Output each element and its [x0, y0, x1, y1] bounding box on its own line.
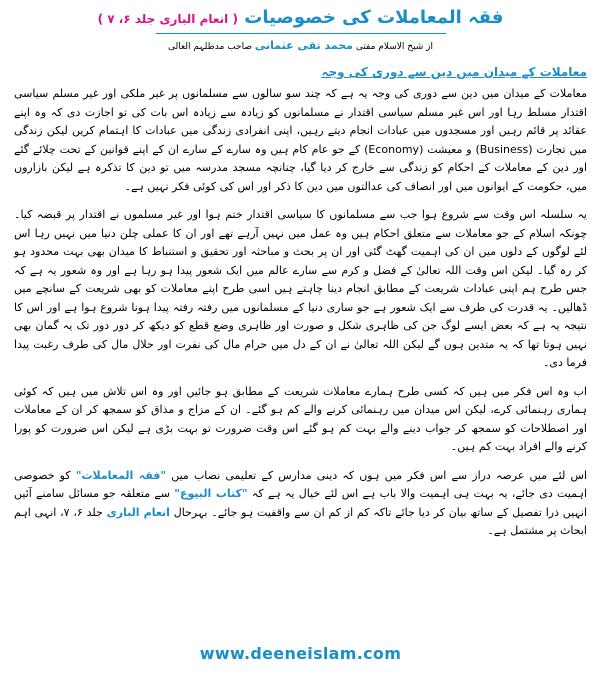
business-term: (Business): [475, 142, 533, 156]
paragraph-1-part-b: و معیشت: [427, 142, 472, 156]
byline: [14, 39, 587, 54]
author-name: محمد تقی عثمانی: [254, 39, 353, 52]
fiqh-al-muamalat-term: "فقہ المعاملات": [75, 468, 167, 482]
title-underline: [156, 33, 446, 34]
paragraph-4: [14, 467, 587, 541]
title-source: ( انعام الباری جلد ۶، ۷ ): [97, 12, 238, 26]
kitab-al-buyu-term: "کتاب البیوع": [174, 487, 248, 500]
economy-term: (Economy): [364, 142, 424, 156]
title-text: فقہ المعاملات کی خصوصیات: [244, 7, 504, 28]
paragraph-4-part-d: جلد ۶، ۷، انہی اہم ابحاث پر مشتمل ہے۔: [14, 505, 587, 537]
paragraph-4-part-b: کو خصوصی اہمیت دی جائے، یہ بہت ہی اہمیت والا باب ہے اس لئے خیال یہ ہے کہ: [14, 468, 588, 500]
paragraph-4-part-a: اس لئے میں عرصہ دراز سے اس فکر میں ہوں کہ دینی مدارس کے تعلیمی نصاب میں: [171, 468, 587, 482]
byline-suffix: صاحب مدظلہم العالی: [167, 42, 252, 52]
paragraph-3: اب وہ اس فکر میں ہیں کہ کسی طرح ہمارے معاملات شریعت کے مطابق ہو جائیں اور وہ اس تلاش میں ہیں کہ کوئی ہماری رہنمائی کرے، لیکن اس میدان میں رہنمائی کرنے والے کم ہو گئے۔ ان کے مزاج و مذاق کو سمجھ کر ان کے معاملات اور اصطلاحات کو سمجھ کر جواب دینے والے بہت کم ہو گئے اس وقت ضرورت تو بہت بڑی ہے لیکن اس ضرورت کو پورا کرنے والے افراد بہت کم ہیں۔: [14, 384, 587, 453]
byline-prefix: از شیخ الاسلام مفتی: [355, 42, 434, 52]
page-title: [14, 6, 587, 31]
section-heading: معاملات کے میدان میں دین سے دوری کی وجہ: [321, 65, 587, 79]
paragraph-4-part-c: سے متعلقہ جو مسائل سامنے آئیں انہیں ذرا تفصیل کے ساتھ بیان کر دیا جائے تاکہ کم از کم ان سے واقفیت ہو جائے۔ بہرحال: [14, 487, 588, 519]
website-link[interactable]: www.deeneislam.com: [199, 644, 402, 663]
paragraph-1: [14, 85, 587, 196]
paragraph-2: یہ سلسلہ اس وقت سے شروع ہوا جب سے مسلمانوں کا سیاسی اقتدار ختم ہوا اور غیر مسلموں نے اقتدار پر قبضہ کیا۔ چونکہ اسلام کے جو معاملات سے متعلق احکام ہیں وہ عمل میں نہیں آرہے تھے اور ان کا عملی چلن دنیا میں نہیں رہا اس لئے لوگوں کے دلوں میں ان کی اہمیت گھٹ گئی اور ان پر بحث و مباحثہ اور تحقیق و استنباط کا میدان بھی بہت محدود ہو کر رہ گیا۔ لیکن اس وقت اللہ تعالیٰ کے فضل و کرم سے سارے عالم میں ایک شعور پیدا ہو رہا ہے اور وہ شعور یہ ہے کہ جس طرح ہم اپنی عبادات شریعت کے مطابق انجام دینا چاہتے ہیں اسی طرح اپنے معاملات کو بھی شریعت کے سانچے میں ڈھالیں۔ یہ قدرت کی طرف سے ایک شعور ہے جو ساری دنیا کے مسلمانوں میں رفتہ رفتہ پیدا ہونا شروع ہوا ہے اور اس کا نتیجہ یہ ہے کہ بعض ایسے لوگ جن کی ظاہری شکل و صورت اور ظاہری وضع قطع کو دیکھ کر دور دور تک یہ گمان بھی نہیں ہوتا تھا کہ یہ متدین ہوں گے لیکن اللہ تعالیٰ نے ان کے دل میں حرام مال کی نفرت اور حلال مال کی طرف رغبت پیدا فرما دی۔: [14, 208, 587, 369]
paragraph-1-part-c: کے جو عام کام ہیں وہ سارے کے سارے ان کے اپنے قوانین کے تحت چلائے گئے اور دین کے معاملات کے احکام کو زندگی سے خارج کر دیا گیا، چنانچہ مسجد مدرسہ میں تو دین کا تذکرہ ہے لیکن بازاروں میں، حکومت کے ایوانوں میں اور انصاف کی عدالتوں میں دین کا ذکر اور اس کی کوئی فکر نہیں ہے۔: [14, 142, 587, 193]
paragraph-1-part-a: معاملات کے میدان میں دین سے دوری کی وجہ یہ ہے کہ چند سو سالوں سے مسلمانوں پر غیر ملکی اور غیر مسلم سیاسی اقتدار مسلط رہا اور اس غیر مسلم سیاسی اقتدار نے مسلمانوں کو زیادہ سے زیادہ اس بات کی تو اجازت دی کہ وہ اپنے عقائد پر قائم رہیں اور مسجدوں میں عبادات انجام دیتے رہیں، اپنی انفرادی زندگی میں عبادات کا اہتمام کریں لیکن زندگی میں تجارت: [14, 87, 588, 156]
inam-ul-bari-reference: انعام الباری: [106, 505, 170, 519]
